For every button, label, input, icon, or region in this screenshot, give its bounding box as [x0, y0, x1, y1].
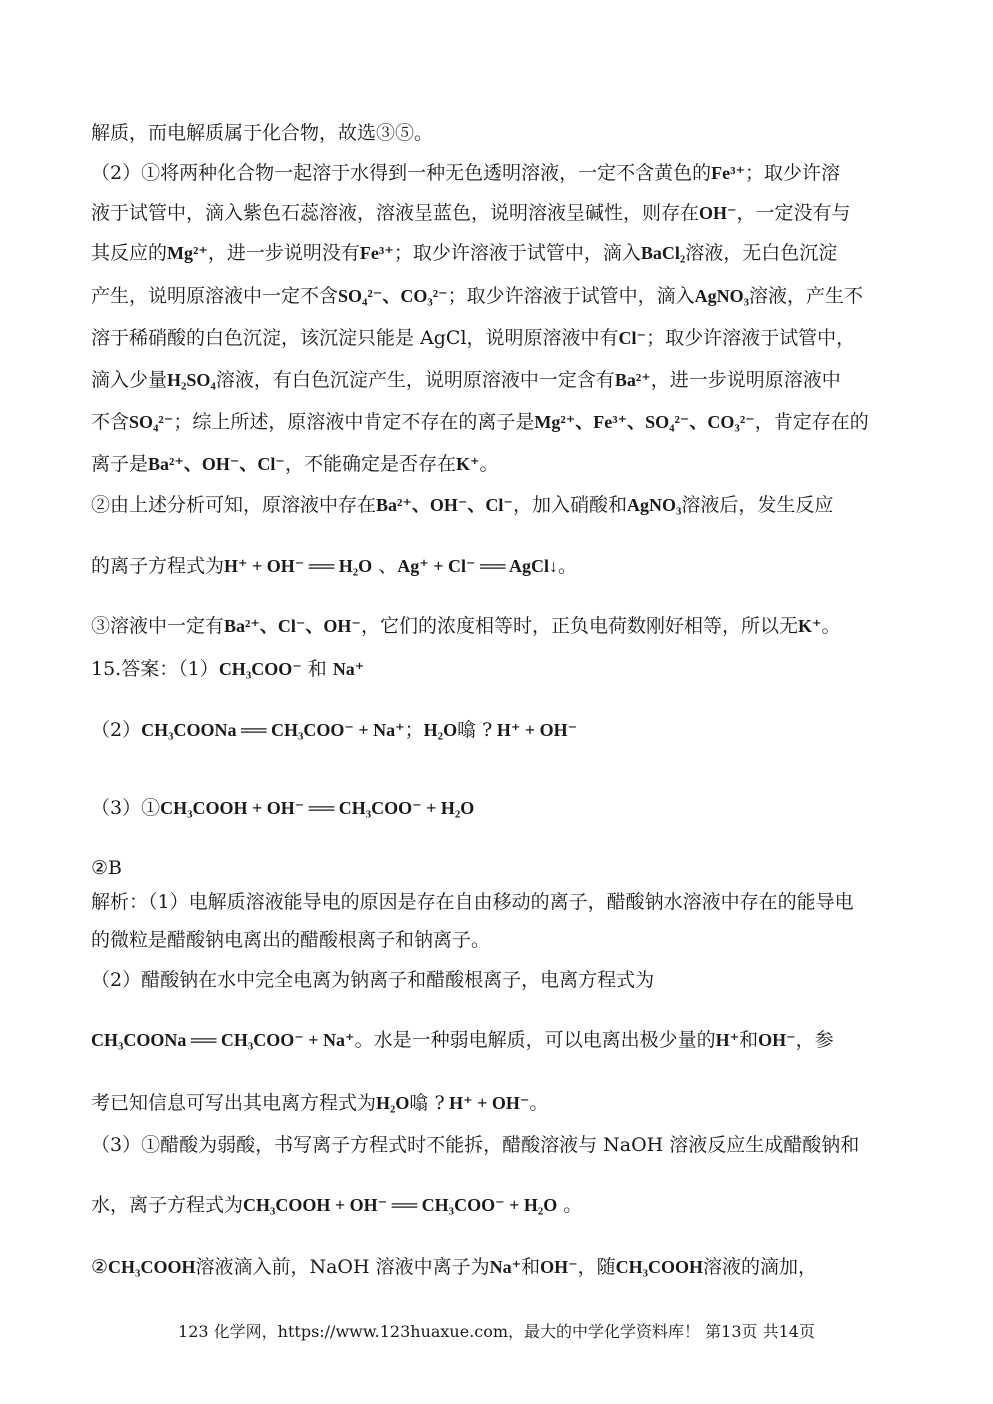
text-segment: ；取少许溶	[744, 162, 840, 184]
formula: Cl⁻	[618, 328, 647, 348]
text-segment: ；取少许溶液于试管中，滴入	[447, 285, 695, 307]
text-segment: 产生，说明原溶液中一定不含	[91, 285, 339, 307]
text-segment: 溶液的滴加，	[703, 1256, 818, 1278]
text-segment: 溶液后，发生反应	[681, 494, 834, 516]
text-segment: ，进一步说明没有	[207, 242, 360, 264]
formula: CH₃COOH + OH⁻ ══ CH₃COO⁻ + H₂O	[160, 798, 475, 818]
text-segment: ，随	[577, 1256, 616, 1278]
text-segment: 溶液滴入前，NaOH 溶液中离子为	[195, 1256, 490, 1278]
text-segment: 和	[739, 1029, 759, 1051]
formula: Fe³⁺	[359, 243, 394, 263]
text-segment: 溶于稀硝酸的白色沉淀，该沉淀只能是 AgCl，说明原溶液中有	[91, 327, 619, 349]
text-segment: ；	[404, 719, 424, 741]
text-segment: ，参	[795, 1029, 834, 1051]
text-line	[91, 613, 903, 639]
formula: Ba²⁺、OH⁻、Cl⁻	[376, 495, 513, 515]
text-line	[91, 1090, 903, 1116]
formula: H₂SO₄	[167, 370, 216, 390]
text-segment: ，一定没有与	[736, 202, 851, 224]
text-line	[91, 492, 903, 518]
text-segment: ②B	[91, 857, 122, 879]
text-segment: 。	[821, 615, 841, 637]
text-line	[91, 409, 903, 435]
text-segment: 和	[521, 1256, 541, 1278]
formula: K⁺	[797, 616, 822, 636]
formula: SO₄²⁻、CO₃²⁻	[338, 286, 448, 306]
formula: CH₃COONa ══ CH₃COO⁻ + Na⁺	[141, 720, 405, 740]
text-line	[91, 889, 903, 915]
formula: Mg²⁺	[167, 243, 208, 263]
text-line	[91, 283, 903, 309]
text-segment: 液于试管中，滴入紫色石蕊溶液，溶液呈蓝色，说明溶液呈碱性，则存在	[91, 202, 700, 224]
text-line	[91, 656, 903, 682]
text-segment: 15.答案：（1）	[91, 658, 219, 680]
text-segment: 、	[372, 555, 398, 577]
text-segment: 噏 ?	[457, 719, 493, 741]
text-line	[91, 325, 903, 351]
text-segment: ，肯定存在的	[754, 411, 869, 433]
text-segment: 解析：（1）电解质溶液能导电的原因是存在自由移动的离子，醋酸钠水溶液中存在的能导电	[91, 891, 854, 913]
text-segment: （2）	[91, 719, 142, 741]
text-line	[91, 553, 903, 579]
text-line	[91, 120, 903, 146]
formula: Mg²⁺、Fe³⁺、SO₄²⁻、CO₃²⁻	[534, 412, 755, 432]
formula: H⁺ + OH⁻	[492, 720, 578, 740]
text-line	[91, 967, 903, 993]
formula: Fe³⁺	[711, 163, 745, 183]
text-line	[91, 927, 903, 953]
text-segment: 。	[529, 1092, 549, 1114]
text-segment: ②	[91, 1256, 109, 1278]
formula: H⁺ + OH⁻ ══ H₂O	[224, 556, 373, 576]
text-segment: ，加入硝酸和	[512, 494, 627, 516]
text-segment: 的微粒是醋酸钠电离出的醋酸根离子和钠离子。	[91, 929, 491, 951]
formula: H⁺	[715, 1030, 740, 1050]
text-segment: 和	[301, 658, 333, 680]
formula: SO₄²⁻	[129, 412, 174, 432]
text-segment: 水，离子方程式为	[91, 1194, 244, 1216]
formula: AgNO₃	[694, 286, 750, 306]
text-segment: ；取少许溶液于试管中，滴入	[393, 242, 641, 264]
text-segment: ；取少许溶液于试管中，	[646, 327, 856, 349]
formula: OH⁻	[758, 1030, 796, 1050]
text-segment: 。水是一种弱电解质，可以电离出极少量的	[354, 1029, 716, 1051]
formula: OH⁻	[540, 1257, 578, 1277]
formula: Ba²⁺、OH⁻、Cl⁻	[148, 454, 285, 474]
text-segment: （3）①	[91, 797, 161, 819]
text-segment: 噏 ?	[409, 1092, 445, 1114]
text-line	[91, 240, 903, 266]
text-segment: 溶液，产生不	[749, 285, 864, 307]
text-segment: ；综上所述，原溶液中肯定不存在的离子是	[173, 411, 535, 433]
text-line	[91, 855, 903, 881]
text-segment: ②由上述分析可知，原溶液中存在	[91, 494, 377, 516]
formula: H₂O	[376, 1093, 410, 1113]
text-segment: ，进一步说明原溶液中	[650, 369, 841, 391]
page-footer: 123 化学网，https://www.123huaxue.com，最大的中学化学资料库！ 第13页 共14页	[178, 1322, 815, 1341]
formula: BaCl₂	[640, 243, 686, 263]
text-segment: 不含	[91, 411, 130, 433]
text-segment: ，不能确定是否存在	[284, 453, 456, 475]
formula: CH₃COOH	[615, 1257, 704, 1277]
formula: H⁺ + OH⁻	[444, 1093, 530, 1113]
text-segment: 其反应的	[91, 242, 168, 264]
text-segment: 溶液，有白色沉淀产生，说明原溶液中一定含有	[215, 369, 615, 391]
text-segment: 溶液，无白色沉淀	[685, 242, 838, 264]
text-line	[91, 717, 903, 743]
text-segment: 考已知信息可写出其电离方程式为	[91, 1092, 377, 1114]
formula: Ba²⁺	[614, 370, 651, 390]
formula: Na⁺	[489, 1257, 522, 1277]
text-segment: 的离子方程式为	[91, 555, 225, 577]
text-segment: 。	[479, 453, 499, 475]
formula: Ba²⁺、Cl⁻、OH⁻	[224, 616, 361, 636]
text-segment: （2）醋酸钠在水中完全电离为钠离子和醋酸根离子，电离方程式为	[91, 969, 655, 991]
formula: CH₃COOH + OH⁻ ══ CH₃COO⁻ + H₂O	[243, 1195, 558, 1215]
text-segment: 解质，而电解质属于化合物，故选③⑤。	[91, 122, 434, 144]
text-segment: 离子是	[91, 453, 149, 475]
formula: CH₃COO⁻	[218, 659, 302, 679]
formula: Na⁺	[332, 659, 365, 679]
text-segment: ，它们的浓度相等时，正负电荷数刚好相等，所以无	[360, 615, 798, 637]
text-segment: 滴入少量	[91, 369, 168, 391]
formula: CH₃COOH	[108, 1257, 196, 1277]
text-line	[91, 160, 903, 186]
text-segment: ③溶液中一定有	[91, 615, 225, 637]
formula: CH₃COONa ══ CH₃COO⁻ + Na⁺	[91, 1030, 355, 1050]
text-segment: 。	[558, 555, 578, 577]
text-line	[91, 200, 903, 226]
text-line	[91, 1132, 903, 1158]
text-segment: 。	[557, 1194, 583, 1216]
formula: Ag⁺ + Cl⁻ ══ AgCl↓	[397, 556, 559, 576]
text-segment: （2）①将两种化合物一起溶于水得到一种无色透明溶液，一定不含黄色的	[91, 162, 712, 184]
text-line	[91, 1254, 903, 1280]
formula: OH⁻	[699, 203, 737, 223]
formula: K⁺	[455, 454, 480, 474]
formula: H₂O	[423, 720, 458, 740]
text-line	[91, 367, 903, 393]
formula: AgNO₃	[626, 495, 682, 515]
text-line	[91, 451, 903, 477]
text-line	[91, 1192, 903, 1218]
text-line	[91, 795, 903, 821]
text-segment: （3）①醋酸为弱酸，书写离子方程式时不能拆，醋酸溶液与 NaOH 溶液反应生成醋酸钠和	[91, 1134, 860, 1156]
text-line	[91, 1027, 903, 1053]
